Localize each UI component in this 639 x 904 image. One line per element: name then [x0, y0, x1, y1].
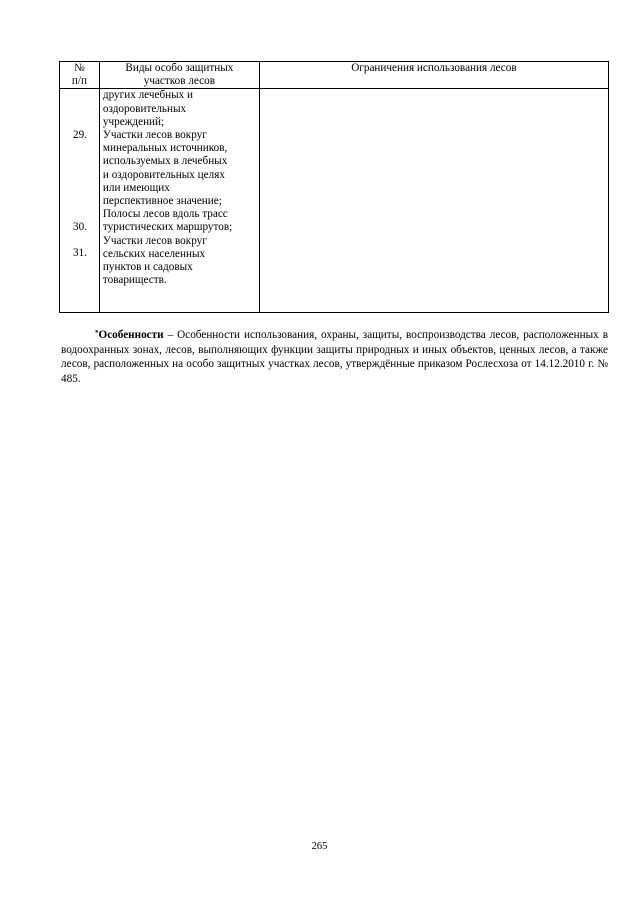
header-number-line1: №	[74, 62, 85, 74]
kind-line: сельских населенных	[102, 247, 206, 260]
table-header-row	[60, 62, 609, 89]
kind-line: или имеющих	[102, 181, 170, 194]
header-restrictions: Ограничения использования лесов	[259, 62, 608, 89]
kind-cell	[99, 89, 259, 313]
kind-line: используемых в лечебных	[102, 155, 228, 168]
kind-line: пунктов и садовых	[102, 261, 193, 274]
kind-line: Участки лесов вокруг	[102, 129, 207, 142]
page-number: 265	[311, 841, 328, 852]
kind-line: туристических маршрутов;	[102, 221, 233, 234]
footnote-term: Особенности	[98, 329, 164, 341]
kind-line: Полосы лесов вдоль трасс	[102, 208, 228, 221]
header-number-line2: п/п	[71, 75, 87, 88]
kind-line: перспективное значение;	[102, 195, 222, 208]
forest-restrictions-table	[59, 61, 609, 313]
header-kind-line2: участков лесов	[143, 75, 215, 88]
footnote	[61, 326, 608, 386]
row-number: 31.	[73, 247, 87, 260]
row-number: 30.	[73, 221, 87, 234]
header-number	[60, 62, 100, 89]
restrictions-cell	[259, 89, 608, 313]
header-kind-line1: Виды особо защитных	[125, 62, 234, 74]
kind-line: товариществ.	[102, 274, 167, 287]
table-row	[60, 89, 609, 313]
kind-line: учреждений;	[102, 115, 165, 128]
row-number: 29.	[73, 129, 87, 142]
footnote-paragraph	[61, 326, 608, 386]
footnote-text: – Особенности использования, охраны, защиты, воспроизводства лесов, расположенных в водоохранных зонах, лесов, выполняющих функции защиты природных и иных объектов, ценных лесов, а также лесов, расположенных на особо защитных участках лесов, утверждённые приказом Рослесхоза от 14.12.2010 г. № 485.	[61, 329, 608, 385]
header-kind	[99, 62, 259, 89]
kind-line: и оздоровительных целях	[102, 168, 225, 181]
row-number-cell	[60, 89, 100, 313]
kind-line: оздоровительных	[102, 102, 187, 115]
kind-line: минеральных источников,	[102, 142, 228, 155]
kind-line: Участки лесов вокруг	[102, 234, 207, 247]
kind-line: других лечебных и	[102, 89, 194, 102]
footnote-marker: *	[95, 329, 99, 337]
